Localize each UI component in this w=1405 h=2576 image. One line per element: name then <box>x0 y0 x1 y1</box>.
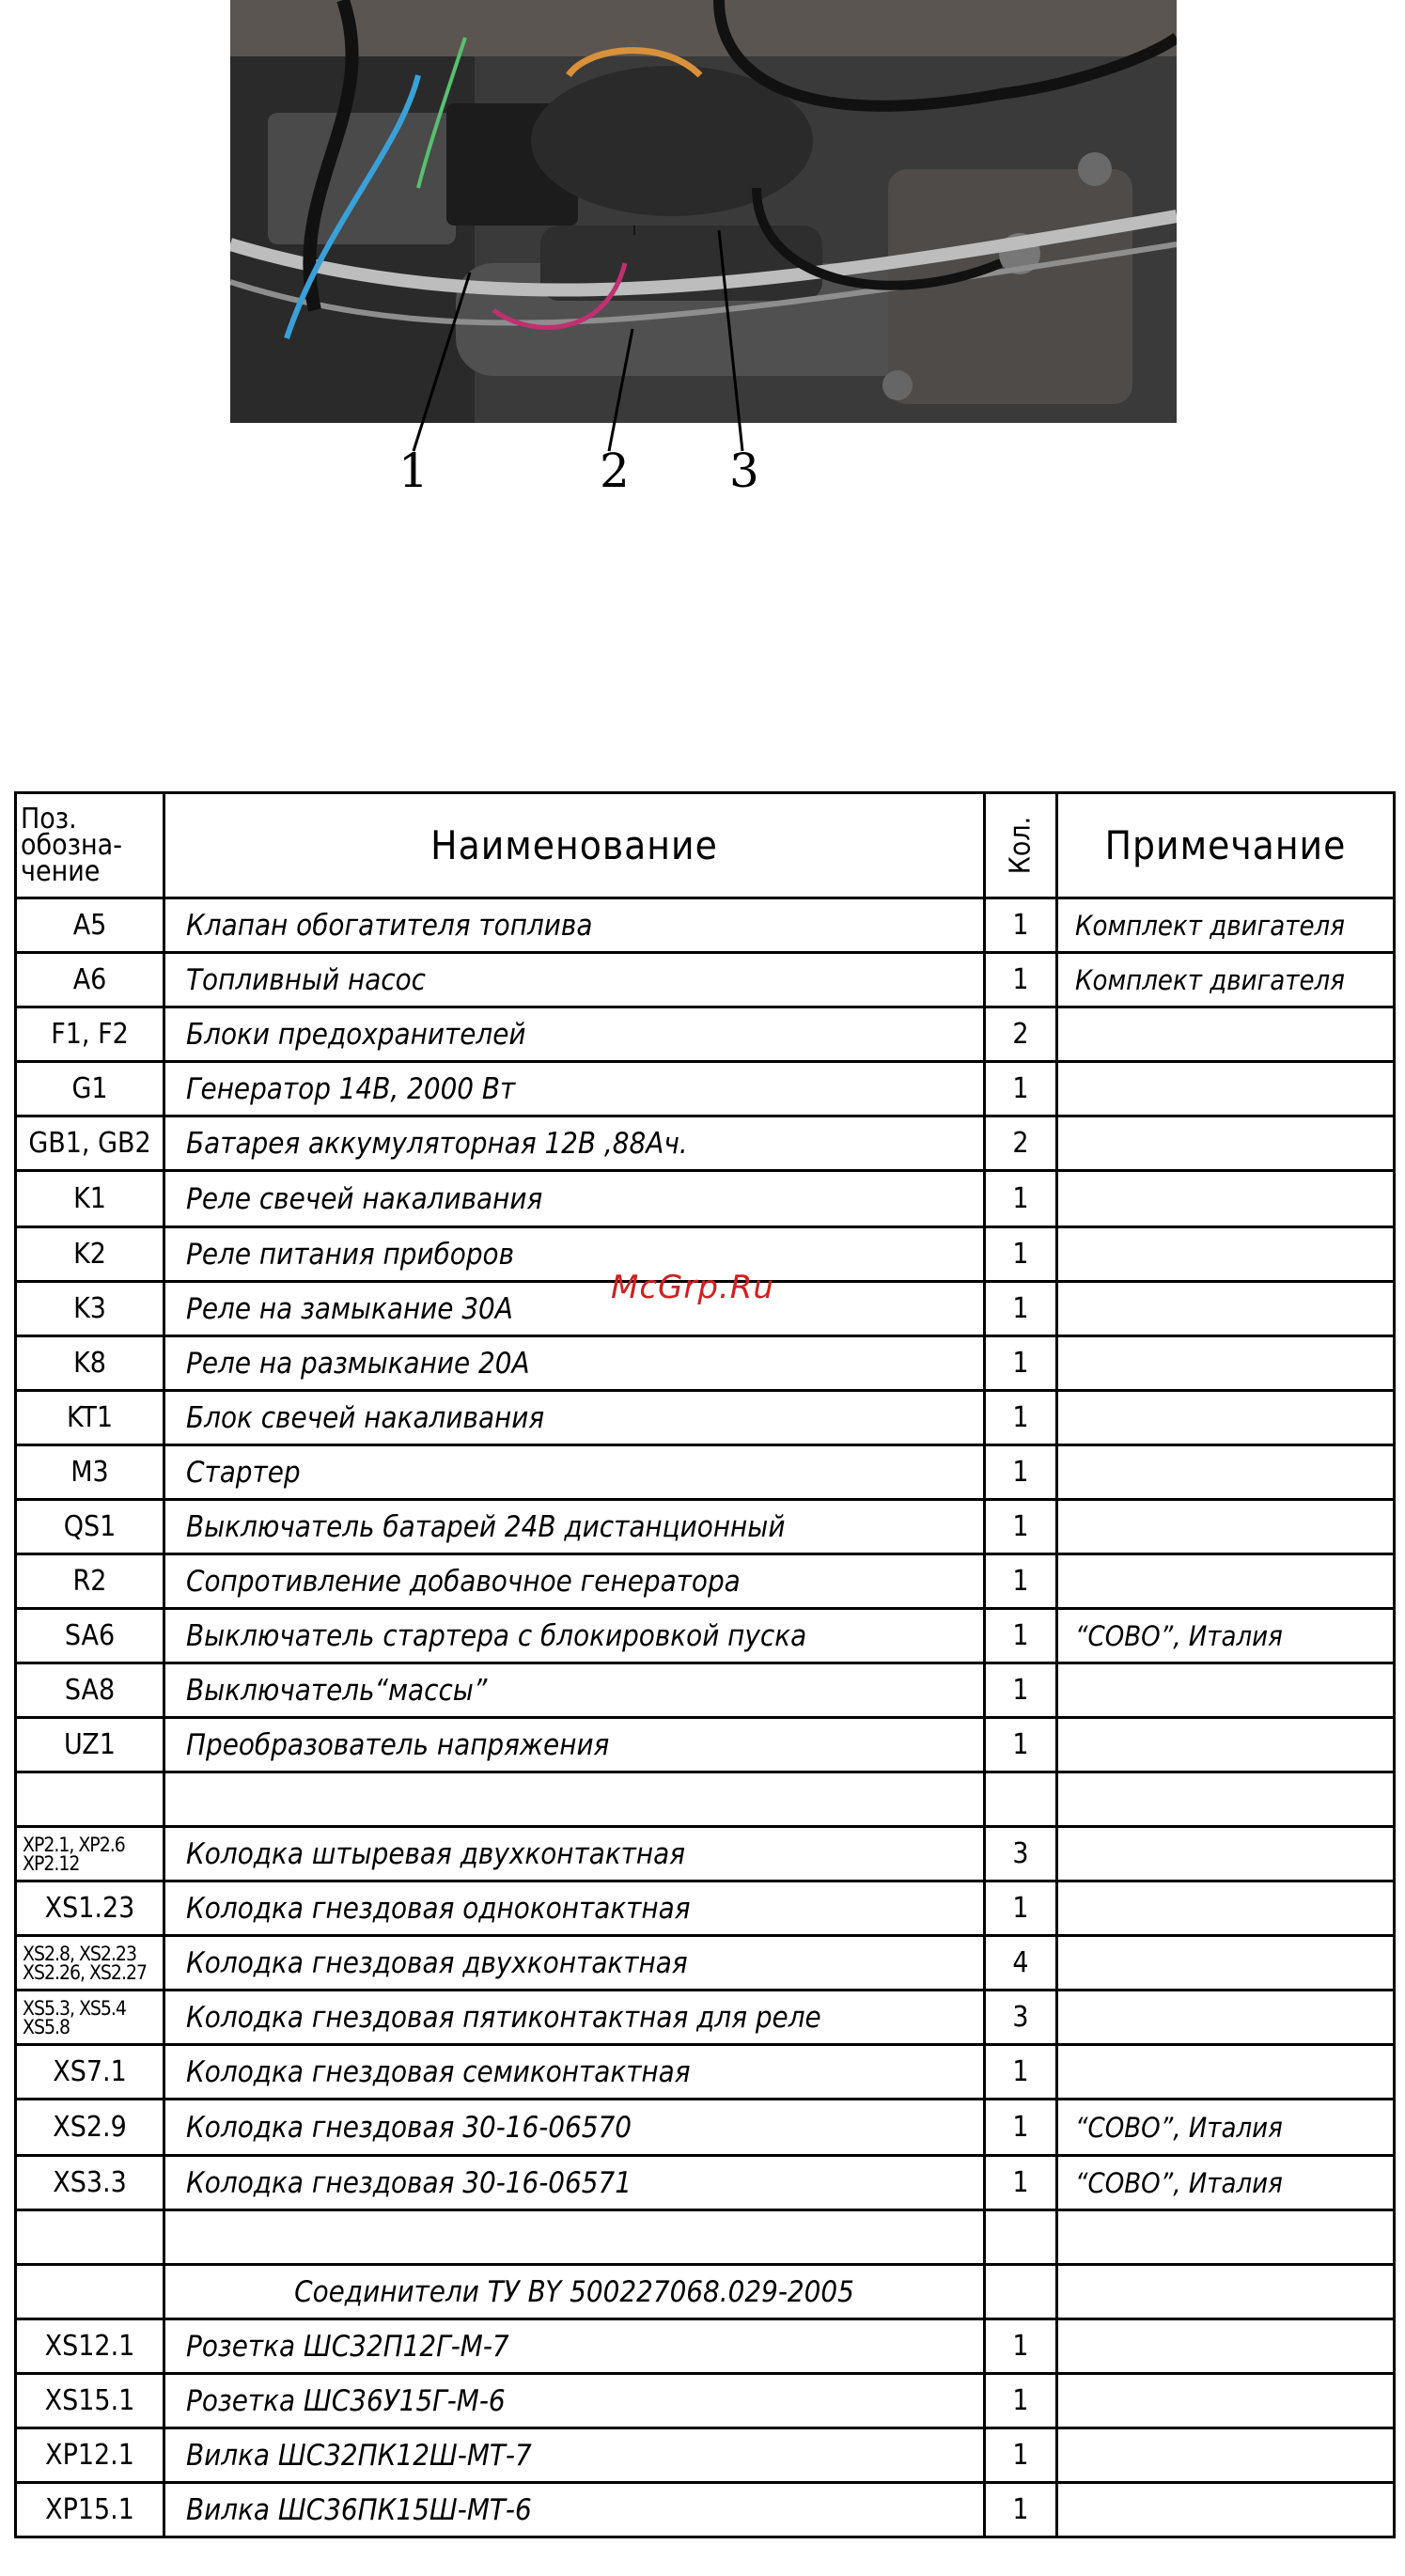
cell-position <box>16 2265 164 2319</box>
cell-position: F1, F2 <box>16 1007 164 1062</box>
cell-quantity: 1 <box>985 1718 1057 1772</box>
cell-note <box>1057 1554 1395 1609</box>
cell-name: Выключатель“массы” <box>164 1663 985 1718</box>
cell-name: Соединители ТУ BY 500227068.029-2005 <box>164 2265 985 2319</box>
cell-position: XS5.3, XS5.4 XS5.8 <box>16 1991 164 2045</box>
cell-quantity: 1 <box>985 2156 1057 2210</box>
callout-leaders <box>0 0 1405 507</box>
cell-quantity: 1 <box>985 2100 1057 2156</box>
header-quantity <box>985 793 1057 898</box>
cell-note <box>1057 1336 1395 1391</box>
cell-position: K2 <box>16 1227 164 1282</box>
cell-position: A5 <box>16 898 164 953</box>
cell-quantity: 1 <box>985 1554 1057 1609</box>
cell-name: Блок свечей накаливания <box>164 1391 985 1445</box>
cell-name: Блоки предохранителей <box>164 1007 985 1062</box>
cell-note <box>1057 1663 1395 1718</box>
cell-quantity: 2 <box>985 1116 1057 1171</box>
cell-quantity: 2 <box>985 1007 1057 1062</box>
cell-position: KT1 <box>16 1391 164 1445</box>
cell-quantity: 1 <box>985 2483 1057 2537</box>
cell-name: Розетка ШС36У15Г-М-6 <box>164 2374 985 2428</box>
cell-position: GB1, GB2 <box>16 1116 164 1171</box>
table-row <box>16 2374 1395 2428</box>
cell-quantity: 1 <box>985 2045 1057 2100</box>
cell-quantity: 1 <box>985 1500 1057 1554</box>
cell-note <box>1057 2045 1395 2100</box>
cell-name: Вилка ШС32ПК12Ш-МТ-7 <box>164 2428 985 2483</box>
cell-position: K3 <box>16 1282 164 1336</box>
cell-position: R2 <box>16 1554 164 1609</box>
cell-position: XS15.1 <box>16 2374 164 2428</box>
components-table <box>14 791 1396 2538</box>
cell-note <box>1057 1116 1395 1171</box>
cell-note <box>1057 1007 1395 1062</box>
cell-quantity: 1 <box>985 1609 1057 1663</box>
cell-name: Реле свечей накаливания <box>164 1171 985 1227</box>
table-row <box>16 1827 1395 1881</box>
cell-quantity: 1 <box>985 1881 1057 1936</box>
cell-name: Сопротивление добавочное генератора <box>164 1554 985 1609</box>
cell-note <box>1057 1391 1395 1445</box>
cell-note <box>1057 2265 1395 2319</box>
table-header-row <box>16 793 1395 898</box>
cell-position: QS1 <box>16 1500 164 1554</box>
cell-name: Стартер <box>164 1445 985 1500</box>
cell-note <box>1057 1500 1395 1554</box>
leader-line-3 <box>719 230 742 451</box>
cell-position <box>16 2210 164 2265</box>
cell-quantity: 1 <box>985 1062 1057 1116</box>
cell-position: K1 <box>16 1171 164 1227</box>
cell-name: Колодка гнездовая двухконтактная <box>164 1936 985 1991</box>
cell-position: XP2.1, XP2.6 XP2.12 <box>16 1827 164 1881</box>
cell-name: Колодка гнездовая одноконтактная <box>164 1881 985 1936</box>
cell-name: Реле на замыкание 30А <box>164 1282 985 1336</box>
cell-note <box>1057 1772 1395 1827</box>
cell-position: K8 <box>16 1336 164 1391</box>
cell-note <box>1057 1171 1395 1227</box>
cell-position: XS12.1 <box>16 2319 164 2374</box>
cell-note <box>1057 1936 1395 1991</box>
cell-name: Реле питания приборов <box>164 1227 985 1282</box>
cell-note <box>1057 1282 1395 1336</box>
table-row <box>16 1500 1395 1554</box>
cell-quantity: 1 <box>985 1391 1057 1445</box>
cell-position: XS1.23 <box>16 1881 164 1936</box>
table-row <box>16 1062 1395 1116</box>
cell-position: XS3.3 <box>16 2156 164 2210</box>
cell-note: “COBO”, Италия <box>1057 2156 1395 2210</box>
cell-name: Колодка штыревая двухконтактная <box>164 1827 985 1881</box>
cell-name: Батарея аккумуляторная 12В ,88Ач. <box>164 1116 985 1171</box>
cell-name: Колодка гнездовая 30-16-06570 <box>164 2100 985 2156</box>
header-name: Наименование <box>164 793 985 898</box>
table-row <box>16 1554 1395 1609</box>
cell-quantity: 4 <box>985 1936 1057 1991</box>
table-row <box>16 2428 1395 2483</box>
cell-quantity <box>985 2210 1057 2265</box>
cell-quantity: 1 <box>985 2319 1057 2374</box>
cell-position: G1 <box>16 1062 164 1116</box>
cell-note <box>1057 2428 1395 2483</box>
table-row <box>16 1007 1395 1062</box>
cell-name: Колодка гнездовая пятиконтактная для реле <box>164 1991 985 2045</box>
cell-name: Преобразователь напряжения <box>164 1718 985 1772</box>
cell-quantity: 1 <box>985 953 1057 1007</box>
cell-quantity: 1 <box>985 1171 1057 1227</box>
cell-quantity <box>985 2265 1057 2319</box>
cell-quantity: 3 <box>985 1991 1057 2045</box>
table-row <box>16 1171 1395 1227</box>
cell-position: XS7.1 <box>16 2045 164 2100</box>
cell-note <box>1057 1718 1395 1772</box>
cell-position: M3 <box>16 1445 164 1500</box>
header-note: Примечание <box>1057 793 1395 898</box>
table-row <box>16 1991 1395 2045</box>
cell-note: Комплект двигателя <box>1057 953 1395 1007</box>
table-row <box>16 1609 1395 1663</box>
callout-3: 3 <box>729 444 759 498</box>
cell-quantity: 1 <box>985 1445 1057 1500</box>
table-row <box>16 2156 1395 2210</box>
cell-position: XS2.8, XS2.23 XS2.26, XS2.27 <box>16 1936 164 1991</box>
cell-note <box>1057 1827 1395 1881</box>
cell-quantity: 1 <box>985 1663 1057 1718</box>
cell-note <box>1057 2483 1395 2537</box>
cell-name: Колодка гнездовая семиконтактная <box>164 2045 985 2100</box>
table-row <box>16 1336 1395 1391</box>
cell-position: XP15.1 <box>16 2483 164 2537</box>
cell-quantity: 1 <box>985 898 1057 953</box>
cell-note <box>1057 2319 1395 2374</box>
table-row <box>16 898 1395 953</box>
cell-note <box>1057 1227 1395 1282</box>
table-row <box>16 2045 1395 2100</box>
cell-note: “COBO”, Италия <box>1057 1609 1395 1663</box>
cell-note <box>1057 1062 1395 1116</box>
cell-position: SA6 <box>16 1609 164 1663</box>
cell-name: Розетка ШС32П12Г-М-7 <box>164 2319 985 2374</box>
table-row <box>16 1445 1395 1500</box>
cell-name: Топливный насос <box>164 953 985 1007</box>
cell-position: A6 <box>16 953 164 1007</box>
cell-note <box>1057 1881 1395 1936</box>
table-row <box>16 953 1395 1007</box>
table-row <box>16 2100 1395 2156</box>
cell-name: Колодка гнездовая 30-16-06571 <box>164 2156 985 2210</box>
cell-note <box>1057 1991 1395 2045</box>
cell-note <box>1057 2374 1395 2428</box>
cell-name: Клапан обогатителя топлива <box>164 898 985 953</box>
header-quantity-label: Кол. <box>1004 816 1038 875</box>
cell-name: Генератор 14В, 2000 Вт <box>164 1062 985 1116</box>
cell-position: SA8 <box>16 1663 164 1718</box>
table-row <box>16 1881 1395 1936</box>
leader-line-1 <box>414 273 470 451</box>
cell-name: Выключатель батарей 24В дистанционный <box>164 1500 985 1554</box>
table-row <box>16 1391 1395 1445</box>
cell-name: Реле на размыкание 20А <box>164 1336 985 1391</box>
cell-quantity: 1 <box>985 1282 1057 1336</box>
table-row <box>16 1663 1395 1718</box>
cell-quantity: 3 <box>985 1827 1057 1881</box>
cell-note: Комплект двигателя <box>1057 898 1395 953</box>
cell-quantity: 1 <box>985 1227 1057 1282</box>
cell-quantity: 1 <box>985 1336 1057 1391</box>
watermark: McGrp.Ru <box>611 1269 774 1306</box>
table-row <box>16 2210 1395 2265</box>
cell-note: “COBO”, Италия <box>1057 2100 1395 2156</box>
callout-1: 1 <box>398 444 429 498</box>
table-row <box>16 1718 1395 1772</box>
table-row <box>16 1116 1395 1171</box>
cell-position <box>16 1772 164 1827</box>
cell-position: XP12.1 <box>16 2428 164 2483</box>
table-row <box>16 1936 1395 1991</box>
callout-2: 2 <box>600 444 630 498</box>
leader-line-2 <box>609 329 632 451</box>
cell-name <box>164 1772 985 1827</box>
cell-name: Выключатель стартера с блокировкой пуска <box>164 1609 985 1663</box>
cell-quantity: 1 <box>985 2428 1057 2483</box>
cell-name <box>164 2210 985 2265</box>
cell-note <box>1057 2210 1395 2265</box>
cell-quantity: 1 <box>985 2374 1057 2428</box>
table-row <box>16 2319 1395 2374</box>
table-row <box>16 2483 1395 2537</box>
cell-note <box>1057 1445 1395 1500</box>
table-row <box>16 2265 1395 2319</box>
cell-name: Вилка ШС36ПК15Ш-МТ-6 <box>164 2483 985 2537</box>
cell-position: UZ1 <box>16 1718 164 1772</box>
cell-quantity <box>985 1772 1057 1827</box>
table-row <box>16 1772 1395 1827</box>
cell-position: XS2.9 <box>16 2100 164 2156</box>
header-position: Поз. обозна- чение <box>16 793 164 898</box>
